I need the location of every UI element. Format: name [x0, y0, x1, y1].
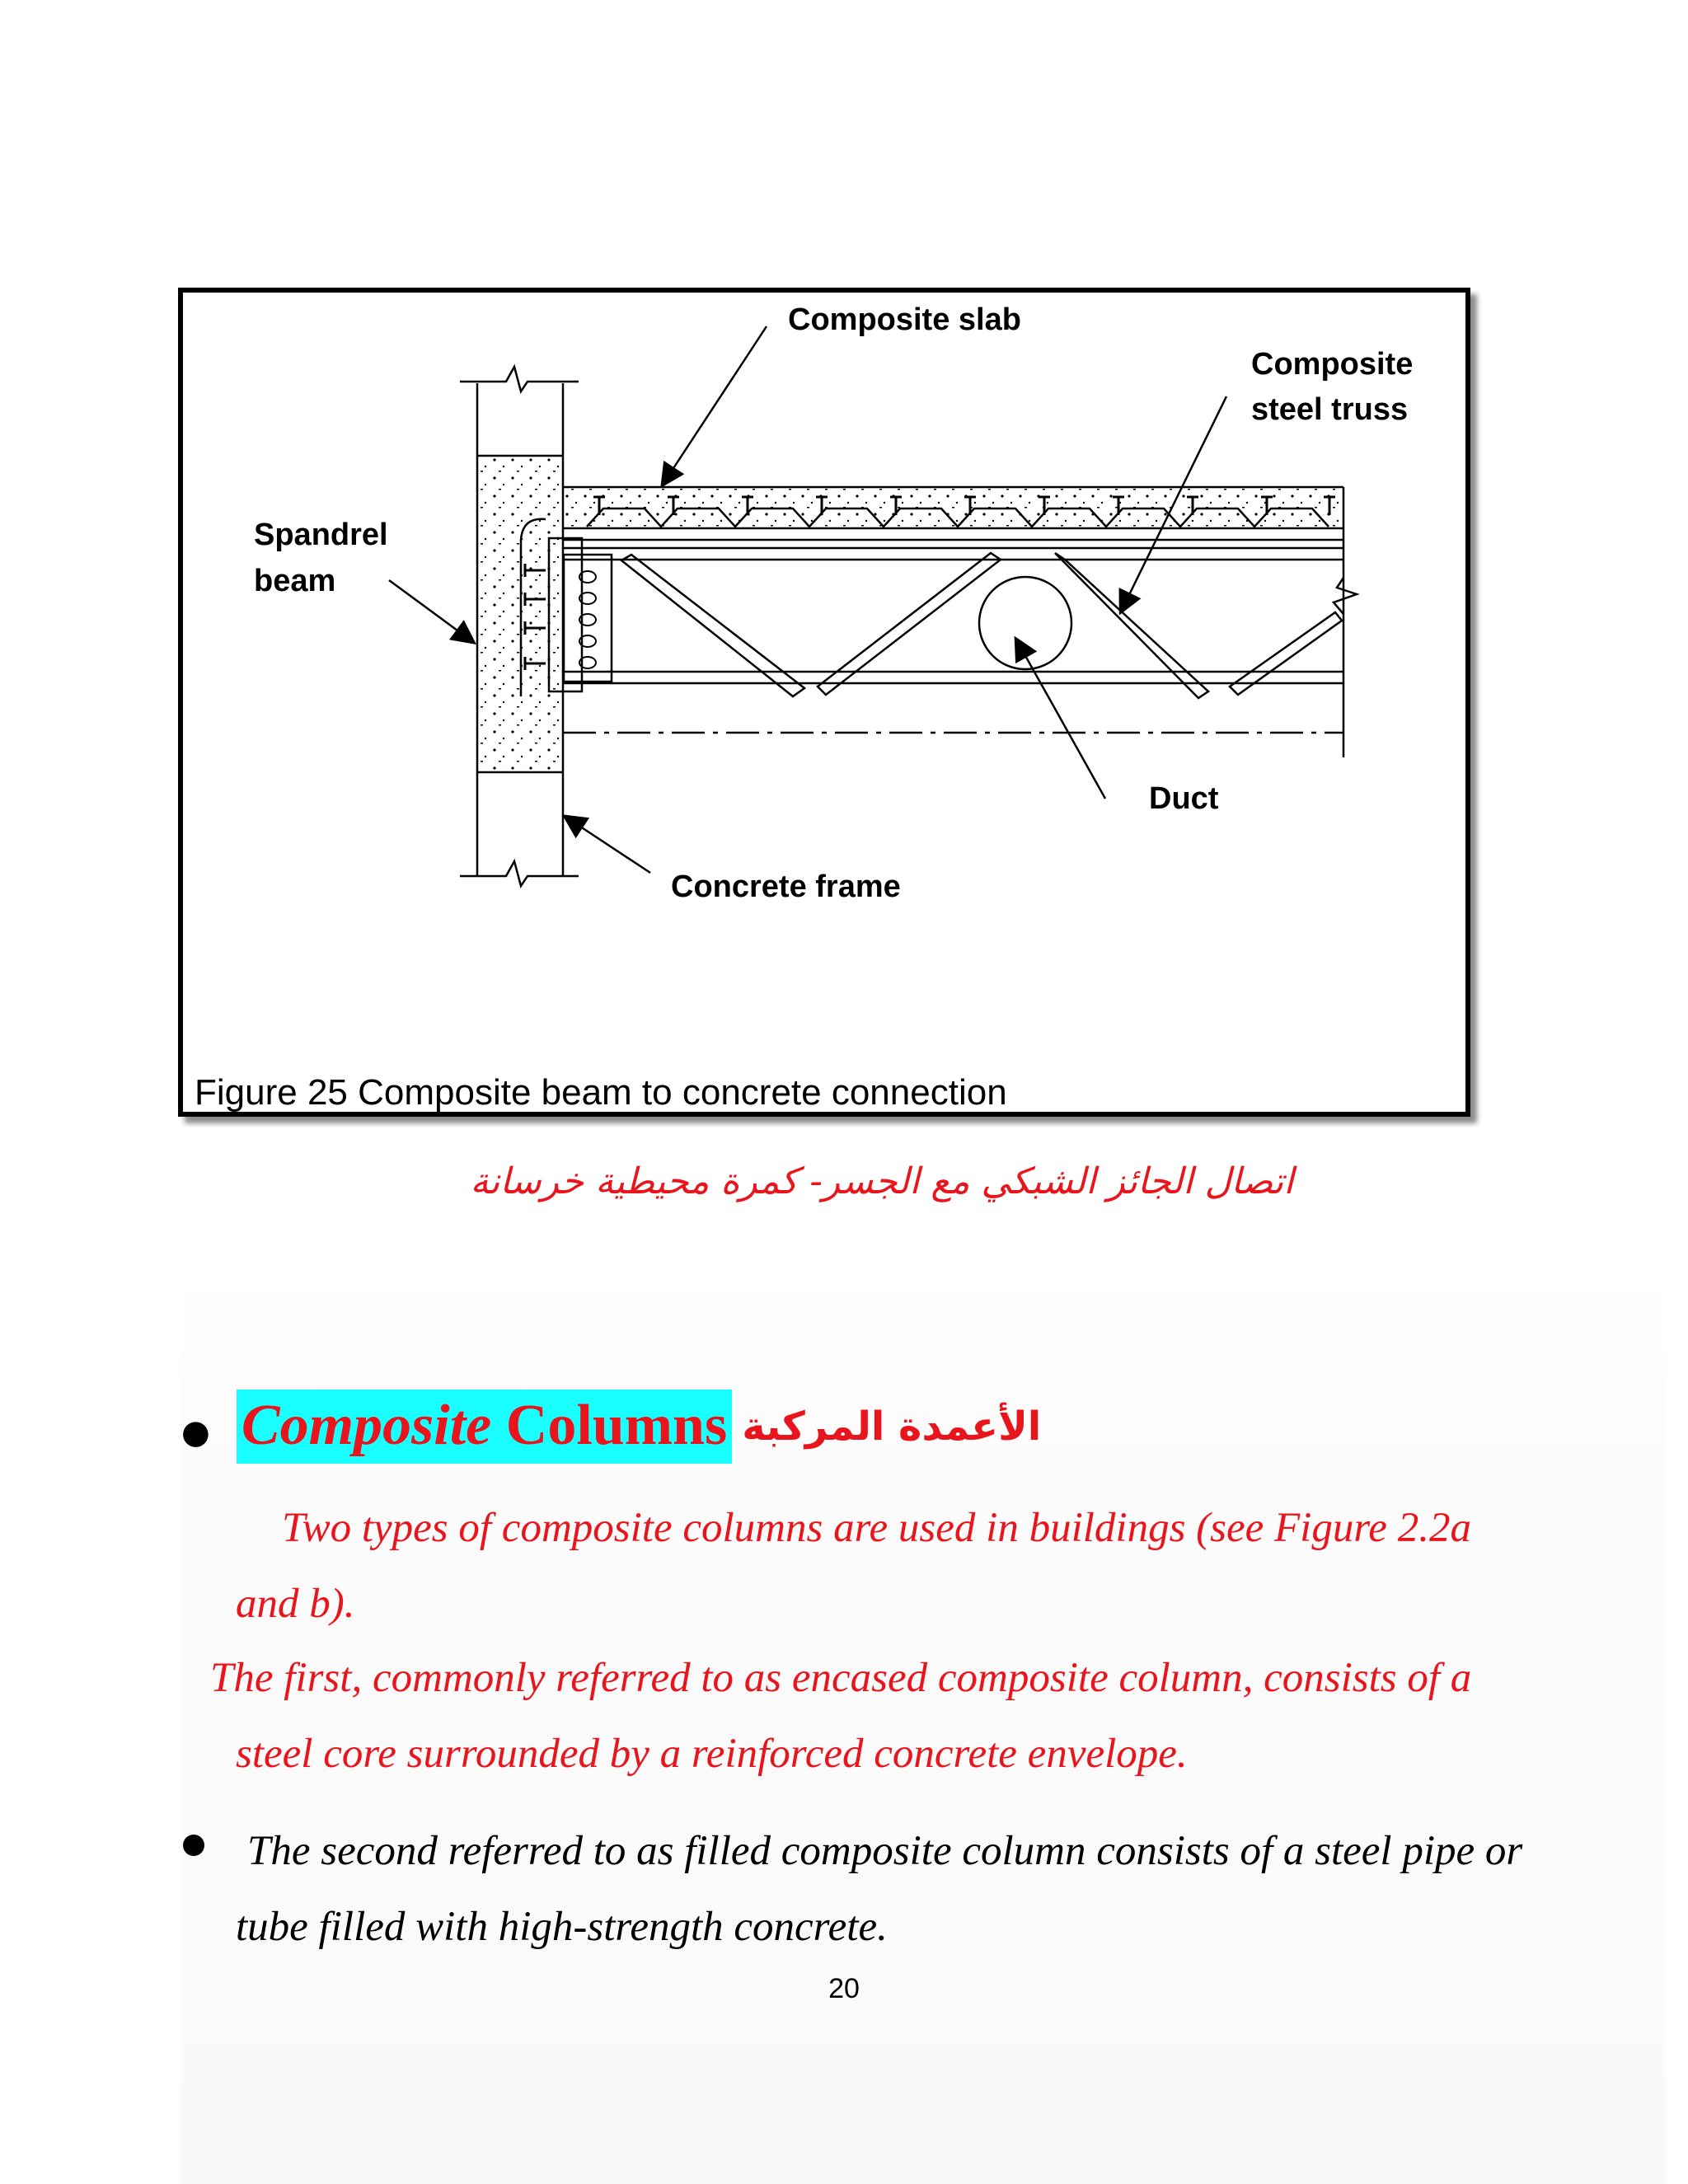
bullet-icon [183, 1835, 204, 1856]
label-concrete-frame: Concrete frame [671, 869, 901, 904]
figure-25 [178, 288, 1470, 1117]
bullet-icon: ● [181, 1413, 210, 1451]
label-composite-slab: Composite slab [788, 302, 1021, 337]
composite-slab [563, 487, 1343, 540]
section-heading [181, 1389, 1041, 1465]
arabic-caption: اتصال الجائز الشبكي مع الجسر- كمرة محيطية خرسانة [470, 1160, 1294, 1202]
paragraph-3-line-2: tube filled with high-strength concrete. [236, 1904, 888, 1950]
label-composite-truss-1: Composite [1251, 347, 1414, 382]
label-spandrel-2: beam [254, 564, 336, 598]
spandrel-beam-concrete [477, 456, 563, 772]
figure-caption: Figure 25 Composite beam to concrete connection [195, 1072, 1007, 1112]
paragraph-1-line-1: Two types of composite columns are used in buildings (see Figure 2.2a [282, 1505, 1471, 1551]
heading-highlight [237, 1390, 732, 1464]
heading-italic: Composite [241, 1394, 492, 1457]
label-duct: Duct [1149, 781, 1219, 816]
paragraph-2-line-2: steel core surrounded by a reinforced concrete envelope. [236, 1731, 1188, 1777]
paragraph-3-line-1: The second referred to as filled composite column consists of a steel pipe or [247, 1828, 1523, 1874]
label-spandrel-1: Spandrel [254, 518, 388, 552]
heading-regular: Columns [491, 1394, 728, 1457]
label-composite-truss-2: steel truss [1251, 392, 1409, 427]
page-number: 20 [828, 1973, 860, 2004]
heading-arabic: الأعمدة المركبة [742, 1404, 1042, 1450]
composite-beam-diagram [183, 293, 1465, 1112]
paragraph-2-line-1: The first, commonly referred to as encased composite column, consists of a [210, 1655, 1472, 1701]
paragraph-1-line-2: and b). [236, 1581, 355, 1627]
